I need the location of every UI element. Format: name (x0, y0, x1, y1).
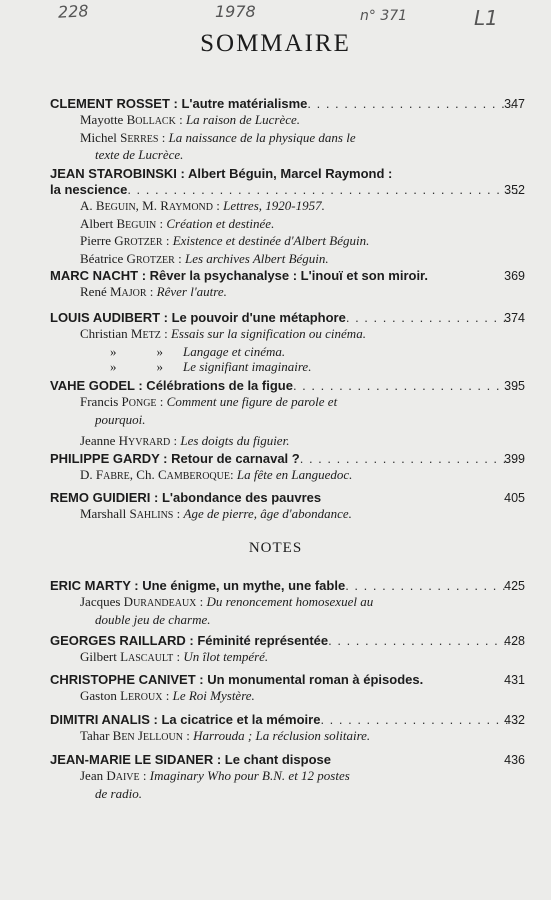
page-number: 428 (504, 634, 525, 648)
entry-heading: LOUIS AUDIBERT : Le pouvoir d'une métaphore (50, 310, 346, 325)
page-number: 352 (504, 183, 525, 197)
page-number: 347 (504, 97, 525, 111)
toc-entry: REMO GUIDIERI : L'abondance des pauvres 405 Marshall SAHLINS : Age de pierre, âge d'abondance. (50, 490, 525, 521)
entry-heading: VAHE GODEL : Célébrations de la figue (50, 378, 293, 393)
notes-title: NOTES (248, 540, 303, 556)
page-number: 405 (504, 491, 525, 505)
note-entry: JEAN-MARIE LE SIDANER : Le chant dispose 436 Jean DAIVE : Imaginary Who pour B.N. et 12 postes de radio. (50, 752, 525, 801)
page-number: 425 (504, 579, 525, 593)
handwritten-number: 228 (57, 1, 90, 22)
entry-heading: CHRISTOPHE CANIVET : Un monumental roman à épisodes. (50, 672, 424, 687)
note-entry: GEORGES RAILLARD : Féminité représentée . . . 428 Gilbert LASCAULT : Un îlot tempéré. (50, 633, 520, 667)
toc-entry: MARC NACHT : Rêver la psychanalyse : L'inouï et son miroir. 369 René MAJOR : Rêver l'autre. (50, 268, 525, 299)
note-entry: ERIC MARTY : Une énigme, un mythe, une fable . . . 425 Jacques DURANDEAUX : Du renoncement homosexuel au double jeu de charme. (50, 578, 520, 627)
entry-heading: GEORGES RAILLARD : Féminité représentée (50, 633, 329, 648)
page-number: 369 (504, 269, 525, 283)
toc-entry: VAHE GODEL : Célébrations de la figue . . . 395 Francis PONGE : Comment une figure de parole et pourquoi. Jeanne HYVRARD : Les doigts du figuier. (50, 378, 520, 451)
page-title: SOMMAIRE (200, 30, 351, 57)
entry-heading: JEAN STAROBINSKI : Albert Béguin, Marcel Raymond : (50, 166, 393, 181)
entry-heading: DIMITRI ANALIS : La cicatrice et la mémoire (50, 712, 321, 727)
note-entry: DIMITRI ANALIS : La cicatrice et la mémoire . . . 432 Tahar BEN JELLOUN : Harrouda ; La réclusion solitaire. (50, 712, 520, 746)
entry-heading: JEAN-MARIE LE SIDANER : Le chant dispose (50, 752, 331, 767)
toc-entry: PHILIPPE GARDY : Retour de carnaval ? . . . 399 D. FABRE, Ch. CAMBEROQUE: La fête en Languedoc. (50, 451, 520, 485)
toc-entry: LOUIS AUDIBERT : Le pouvoir d'une métaphore . . . 374 Christian METZ : Essais sur la signification ou cinéma. » » Langage et cinéma. » » Le signifiant imaginaire. (50, 310, 520, 375)
entry-heading-cont: la nescience (50, 182, 128, 197)
entry-sub-cont: texte de Lucrèce. (95, 147, 184, 162)
handwritten-issue: n° 371 (360, 8, 408, 24)
entry-sub: Michel SERRES : La naissance de la physique dans le (80, 129, 356, 145)
entry-heading: MARC NACHT : Rêver la psychanalyse : L'inouï et son miroir. (50, 268, 429, 283)
note-entry: CHRISTOPHE CANIVET : Un monumental roman à épisodes. 431 Gaston LEROUX : Le Roi Mystère. (50, 672, 525, 703)
page-number: 395 (504, 379, 525, 393)
page-number: 431 (504, 673, 525, 687)
entry-heading: PHILIPPE GARDY : Retour de carnaval ? (50, 451, 300, 466)
entry-heading: CLEMENT ROSSET : L'autre matérialisme (50, 96, 308, 111)
page-number: 399 (504, 452, 525, 466)
toc-entry (50, 96, 525, 163)
page-number: 374 (504, 311, 525, 325)
handwritten-mark: L1 (474, 6, 498, 30)
page-number: 432 (504, 713, 525, 727)
entry-heading: ERIC MARTY : Une énigme, un mythe, une fable (50, 578, 346, 593)
toc-entry: JEAN STAROBINSKI : Albert Béguin, Marcel Raymond : la nescience . . . 352 A. BEGUIN, M. RAYMOND : Lettres, 1920-1957. Albert BEGUIN : Création et destinée. Pierre GROTZER : Existence et destinée d'Albert Béguin. Béatrice GROTZER : Les archives Albert Béguin. (50, 166, 520, 268)
page-number: 436 (504, 753, 525, 767)
entry-heading: REMO GUIDIERI : L'abondance des pauvres (50, 490, 322, 505)
handwritten-year: 1978 (215, 2, 256, 21)
entry-sub: Mayotte BOLLACK : La raison de Lucrèce. (80, 112, 301, 127)
